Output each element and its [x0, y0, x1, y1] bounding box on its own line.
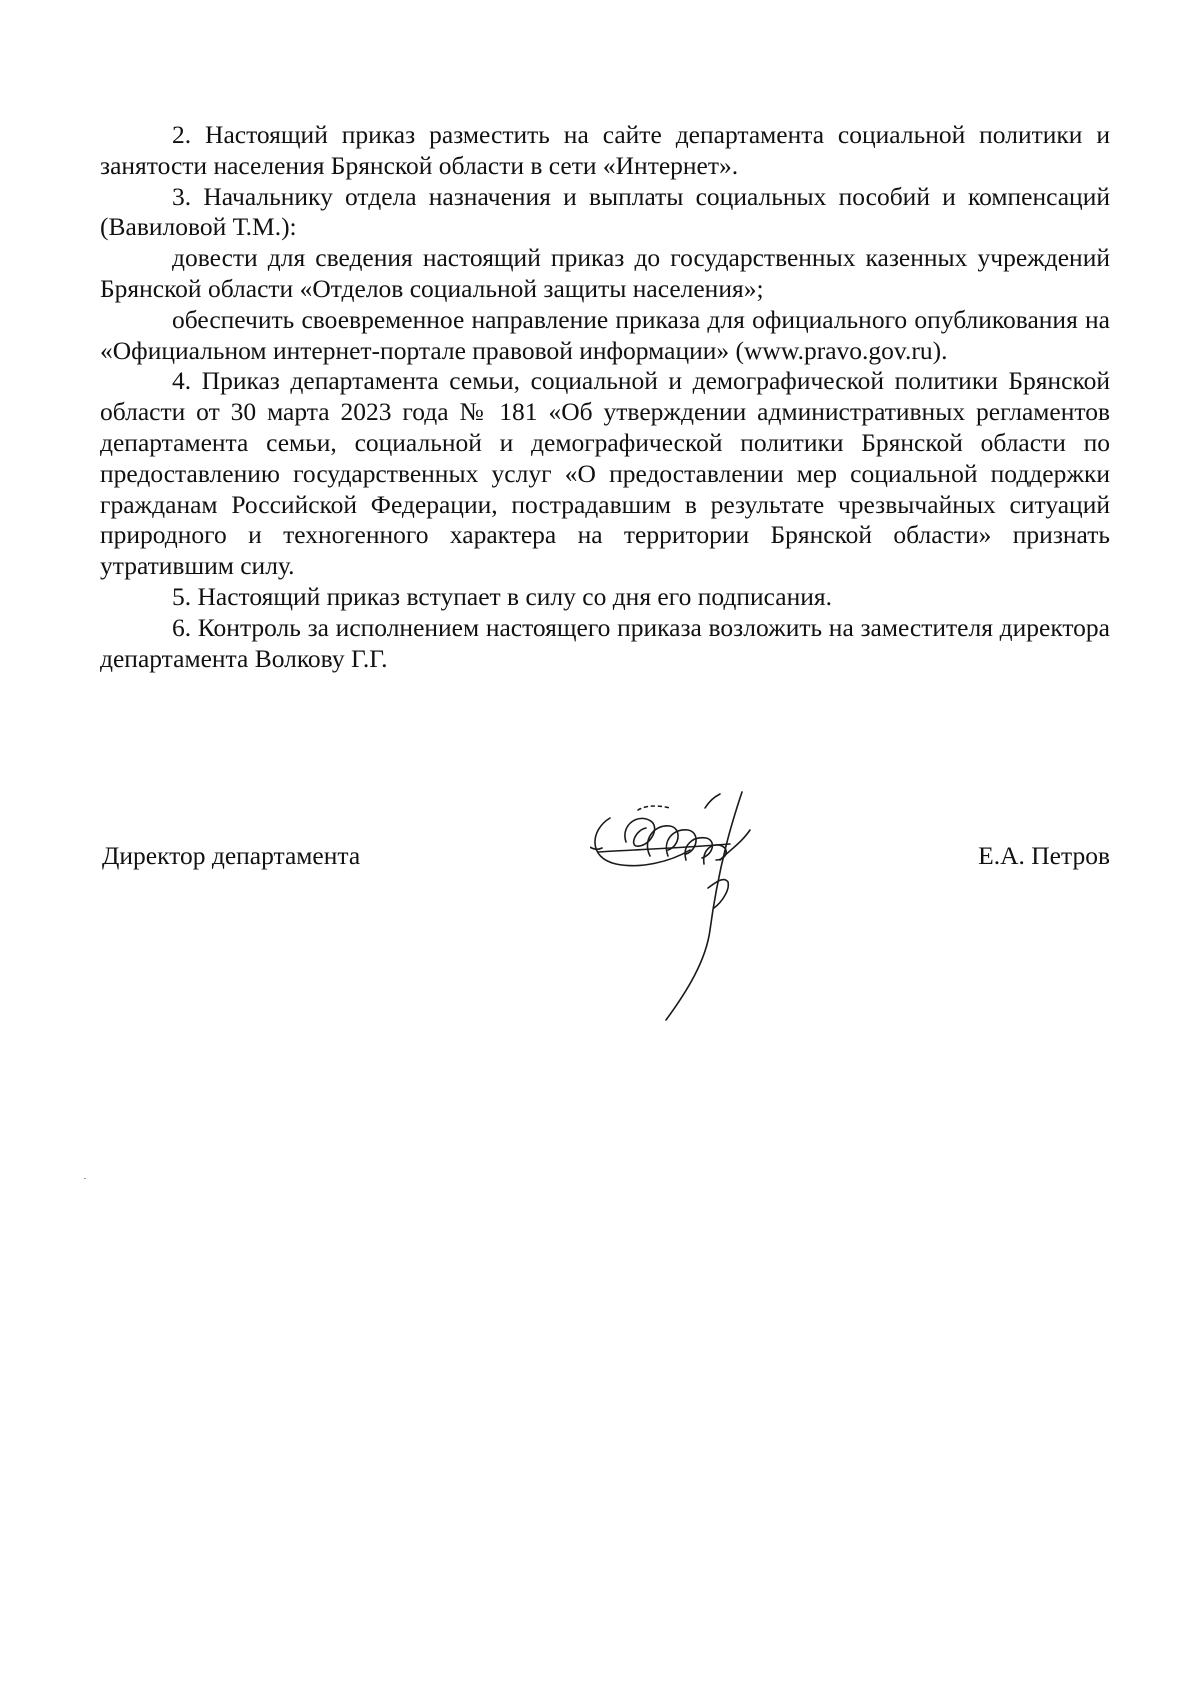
- signatory-name: Е.А. Петров: [978, 841, 1110, 870]
- handwritten-signature: [590, 790, 820, 1030]
- paragraph-2-website-publication: 2. Настоящий приказ разместить на сайте департамента социальной политики и занятости населения Брянской области в сети «Интернет».: [100, 120, 1110, 180]
- signatory-position: Директор департамента: [102, 841, 361, 870]
- paragraph-4-repeal-order: 4. Приказ департамента семьи, социальной и демографической политики Брянской области от 30 марта 2023 года № 181 «Об утверждении административных регламентов департамента семьи, социальной и демографической политики Брянской области по предоставлению государственных услуг «О предоставлении мер социальной поддержки гражданам Российской Федерации, пострадавшим в результате чрезвычайных ситуаций природного и техногенного характера на территории Брянской области» признать утратившим силу.: [100, 366, 1110, 581]
- scan-speck: [84, 1178, 86, 1179]
- document-body: [100, 120, 1110, 674]
- paragraph-5-effective-date: 5. Настоящий приказ вступает в силу со дня его подписания.: [172, 581, 832, 611]
- paragraph-3-notify-institutions: довести для сведения настоящий приказ до государственных казенных учреждений Брянской области «Отделов социальной защиты населения»;: [100, 243, 1110, 303]
- paragraph-3-official-publication: обеспечить своевременное направление приказа для официального опубликования на «Официальном интернет-портале правовой информации» (www.pravo.gov.ru).: [100, 304, 1110, 365]
- paragraph-3-department-head: 3. Начальнику отдела назначения и выплаты социальных пособий и компенсаций (Вавиловой Т.М.):: [100, 181, 1110, 242]
- paragraph-6-control: 6. Контроль за исполнением настоящего приказа возложить на заместителя директора департамента Волкову Г.Г.: [100, 612, 1110, 673]
